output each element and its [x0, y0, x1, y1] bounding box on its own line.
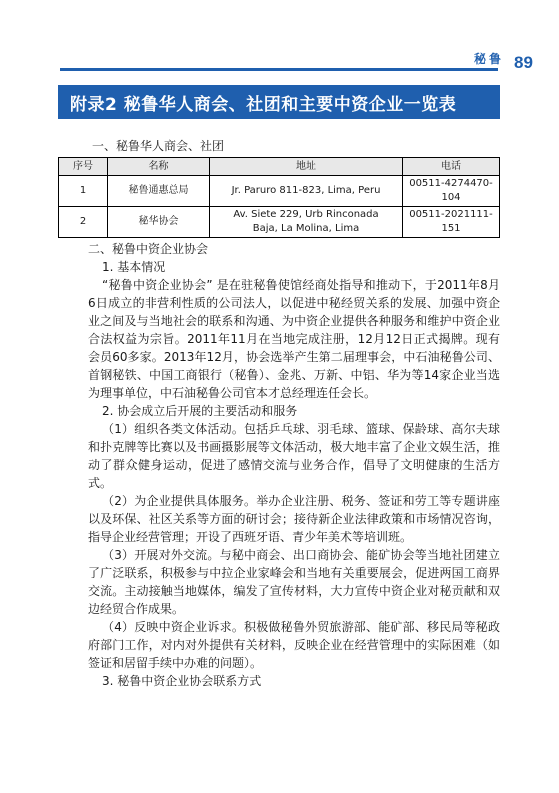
- section1-heading: 一、秘鲁华人商会、社团: [92, 139, 225, 153]
- cell-name: 秘华协会: [108, 207, 210, 238]
- header-rule: [60, 68, 498, 71]
- cell-no: 2: [59, 207, 108, 238]
- col-header-address: 地址: [210, 158, 403, 176]
- col-header-name: 名称: [108, 158, 210, 176]
- page-title: 附录2 秘鲁华人商会、社团和主要中资企业一览表: [58, 85, 500, 119]
- section2-body: [88, 240, 500, 690]
- cell-address: [210, 207, 403, 238]
- page-number: 89: [514, 53, 533, 72]
- address-line: Av. Siete 229, Urb Rinconada: [233, 209, 379, 220]
- cell-no: 1: [59, 176, 108, 207]
- paragraph-item-1: （1）组织各类文体活动。包括乒乓球、羽毛球、篮球、保龄球、高尔夫球和扑克牌等比赛以及书画摄影展等文体活动，极大地丰富了企业文娱生活，推动了群众健身运动，促进了感情交流与业务合作，倡导了文明健康的生活方式。: [88, 422, 500, 490]
- header-country: 秘鲁: [474, 52, 505, 66]
- address-line: Baja, La Molina, Lima: [252, 223, 360, 234]
- cell-phone: 00511-4274470-104: [403, 176, 500, 207]
- table-header-row: [59, 158, 500, 176]
- subheading-activities: 2. 协会成立后开展的主要活动和服务: [102, 404, 298, 418]
- cell-name: 秘鲁通惠总局: [108, 176, 210, 207]
- col-header-phone: 电话: [403, 158, 500, 176]
- subheading-contact: 3. 秘鲁中资企业协会联系方式: [102, 674, 262, 688]
- table-row: [59, 176, 500, 207]
- subheading-basic: 1. 基本情况: [102, 260, 166, 274]
- section2-heading: 二、秘鲁中资企业协会: [88, 242, 209, 256]
- paragraph-item-3: （3）开展对外交流。与秘中商会、出口商协会、能矿协会等当地社团建立了广泛联系，积极参与中拉企业家峰会和当地有关重要展会，促进两国工商界交流。主动接触当地媒体，编发了宣传材料，大力宣传中资企业对秘贡献和双边经贸合作成果。: [88, 548, 500, 616]
- cell-address: Jr. Paruro 811-823, Lima, Peru: [210, 176, 403, 207]
- table-row: [59, 207, 500, 238]
- cell-phone: 00511-2021111-151: [403, 207, 500, 238]
- paragraph-basic: “秘鲁中资企业协会” 是在驻秘鲁使馆经商处指导和推动下，于2011年8月6日成立的非营利性质的公司法人，以促进中秘经贸关系的发展、加强中资企业之间及与当地社会的联系和沟通、为中资企业提供各种服务和维护中资企业合法权益为宗旨。2011年11月在当地完成注册，12月12日正式揭牌。现有会员60多家。2013年12月，协会选举产生第二届理事会，中石油秘鲁公司、首钢秘铁、中国工商银行（秘鲁）、金兆、万新、中铝、华为等14家企业当选为理事单位，中石油秘鲁公司官本才总经理连任会长。: [88, 278, 500, 400]
- associations-table: [58, 157, 500, 238]
- paragraph-item-4: （4）反映中资企业诉求。积极做秘鲁外贸旅游部、能矿部、移民局等秘政府部门工作，对内对外提供有关材料，反映企业在经营管理中的实际困难（如签证和居留手续中办难的问题）。: [88, 620, 500, 670]
- col-header-no: 序号: [59, 158, 108, 176]
- paragraph-item-2: （2）为企业提供具体服务。举办企业注册、税务、签证和劳工等专题讲座以及环保、社区关系等方面的研讨会；接待新企业法律政策和市场情况咨询，指导企业经营管理；开设了西班牙语、青少年美术等培训班。: [88, 494, 500, 544]
